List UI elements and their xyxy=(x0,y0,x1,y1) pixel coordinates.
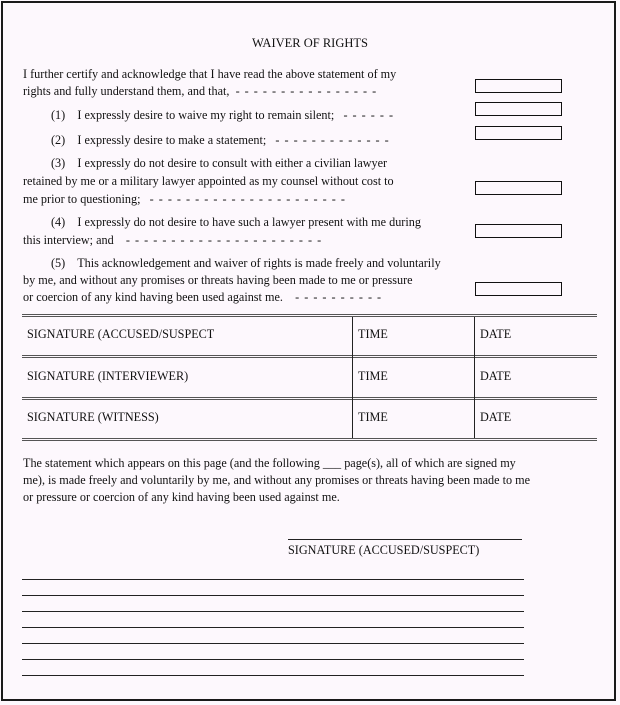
blank-line[interactable] xyxy=(22,627,524,628)
blank-line[interactable] xyxy=(22,659,524,660)
time-label: TIME xyxy=(358,327,388,341)
item-3-line-1 xyxy=(51,156,387,171)
statement-line-3: or pressure or coercion of any kind having been used against me. xyxy=(23,490,340,504)
item-3-line-2: retained by me or a military lawyer appointed as my counsel without cost to xyxy=(23,174,394,188)
signature-label: SIGNATURE (INTERVIEWER) xyxy=(27,369,189,383)
leader-dashes: - - - - - - - - - - xyxy=(295,290,383,304)
item-text: this interview; and xyxy=(23,233,114,247)
item-5-line-3 xyxy=(23,290,382,305)
item-2-initial-box[interactable] xyxy=(475,126,562,140)
signature-line[interactable] xyxy=(288,539,522,540)
item-text: I expressly desire to make a statement; xyxy=(77,133,267,147)
table-rule xyxy=(22,397,597,400)
leader-dashes: - - - - - - - - - - - - - - - - xyxy=(235,84,378,98)
date-label: DATE xyxy=(480,369,512,383)
item-5-line-1 xyxy=(51,256,441,271)
item-4-initial-box[interactable] xyxy=(475,224,562,238)
intro-initial-box[interactable] xyxy=(475,79,562,93)
form-title: WAIVER OF RIGHTS xyxy=(252,36,368,50)
item-5-initial-box[interactable] xyxy=(475,282,562,296)
item-3-initial-box[interactable] xyxy=(475,181,562,195)
statement-line-1: The statement which appears on this page (and the following ___ page(s), all of which are signed my xyxy=(23,456,516,470)
intro-text: rights and fully understand them, and that, xyxy=(23,84,230,98)
date-label: DATE xyxy=(480,327,512,341)
item-text: or coercion of any kind having been used against me. xyxy=(23,290,283,304)
blank-line[interactable] xyxy=(22,643,524,644)
item-5-line-2: by me, and without any promises or threats having been made to me or pressure xyxy=(23,273,413,287)
table-rule xyxy=(22,438,597,441)
blank-line[interactable] xyxy=(22,579,524,580)
item-3-line-3 xyxy=(23,192,346,207)
time-label: TIME xyxy=(358,410,388,424)
column-divider xyxy=(352,317,353,438)
intro-line-2 xyxy=(23,84,377,99)
item-text: me prior to questioning; xyxy=(23,192,141,206)
leader-dashes: - - - - - - - - - - - - - - - - - - - - - - xyxy=(149,192,346,206)
item-text: I expressly desire to waive my right to remain silent; xyxy=(77,108,335,122)
item-number: (3) xyxy=(51,156,66,170)
column-divider xyxy=(474,317,475,438)
item-number: (2) xyxy=(51,133,66,147)
blank-line[interactable] xyxy=(22,611,524,612)
signature-label: SIGNATURE (WITNESS) xyxy=(27,410,159,424)
statement-line-2: me), is made freely and voluntarily by me, and without any promises or threats having been made to me xyxy=(23,473,530,487)
item-2 xyxy=(51,133,390,148)
date-label: DATE xyxy=(480,410,512,424)
time-label: TIME xyxy=(358,369,388,383)
item-4-line-2 xyxy=(23,233,322,248)
table-rule xyxy=(22,355,597,358)
blank-line[interactable] xyxy=(22,675,524,676)
blank-line[interactable] xyxy=(22,595,524,596)
item-4-line-1 xyxy=(51,215,421,230)
intro-line-1: I further certify and acknowledge that I have read the above statement of my xyxy=(23,67,397,81)
item-text: I expressly do not desire to consult with either a civilian lawyer xyxy=(77,156,388,170)
signature-label: SIGNATURE (ACCUSED/SUSPECT xyxy=(27,327,215,341)
item-1-initial-box[interactable] xyxy=(475,102,562,116)
leader-dashes: - - - - - - - - - - - - - xyxy=(275,133,390,147)
leader-dashes: - - - - - - - - - - - - - - - - - - - - - - xyxy=(125,233,323,247)
item-text: This acknowledgement and waiver of rights is made freely and voluntarily xyxy=(77,256,441,270)
final-signature-label: SIGNATURE (ACCUSED/SUSPECT) xyxy=(288,543,480,557)
item-text: I expressly do not desire to have such a lawyer present with me during xyxy=(77,215,421,229)
item-number: (1) xyxy=(51,108,66,122)
table-rule xyxy=(22,314,597,317)
leader-dashes: - - - - - - xyxy=(343,108,395,122)
item-1 xyxy=(51,108,394,123)
item-number: (4) xyxy=(51,215,66,229)
item-number: (5) xyxy=(51,256,66,270)
